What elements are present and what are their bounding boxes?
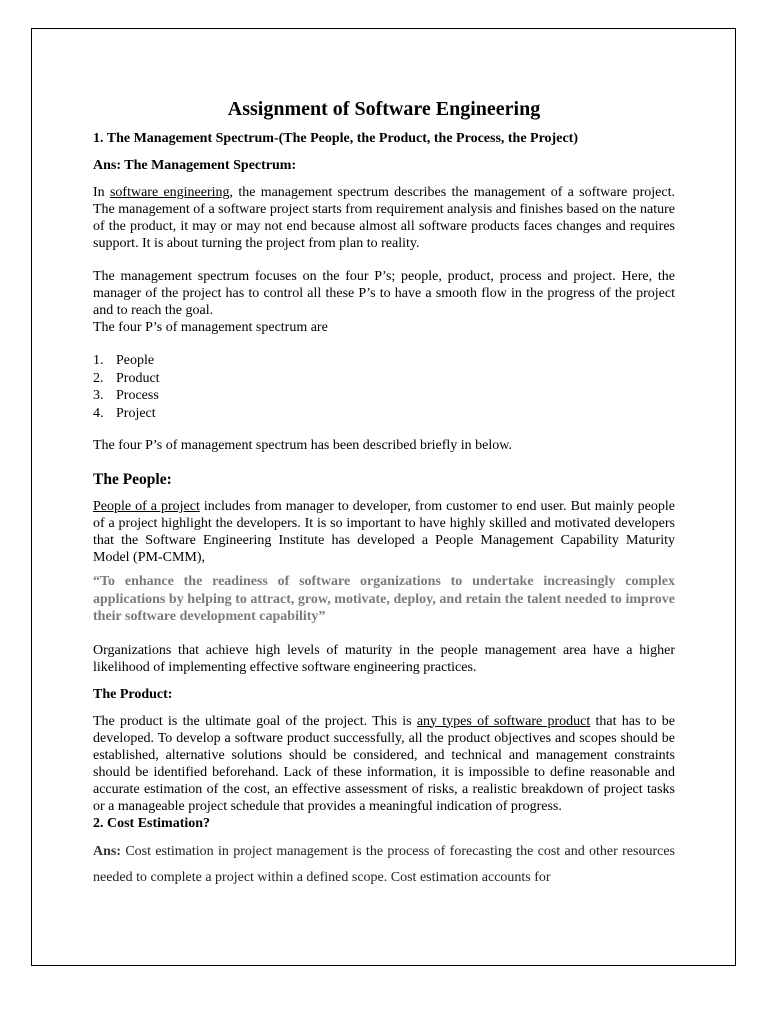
pm-cmm-quote: “To enhance the readiness of software organizations to undertake increasingly complex applications by helping to attract, grow, motivate, deploy, and retain the talent needed to improve their software development capability” <box>93 574 675 624</box>
list-label: Product <box>116 370 160 386</box>
list-label: Project <box>116 405 156 421</box>
list-item <box>93 352 675 370</box>
intro-paragraph <box>93 184 675 252</box>
product-prefix: The product is the ultimate goal of the project. This is <box>93 713 417 729</box>
software-product-link[interactable]: any types of software product <box>416 713 591 729</box>
product-paragraph <box>93 713 675 815</box>
software-engineering-link[interactable]: software engineering <box>109 185 230 200</box>
people-of-project-link[interactable]: People of a project <box>93 499 200 514</box>
cost-estimation-text: Cost estimation in project management is the process of forecasting the cost and other resources needed to complete a project within a defined scope. Cost estimation accounts for <box>93 843 675 885</box>
people-heading: The People: <box>93 471 172 488</box>
cost-estimation-paragraph <box>93 839 675 891</box>
focus-paragraph: The management spectrum focuses on the four P’s; people, product, process and project. Here, the manager of the project has to control all these P’s to have a smooth flow in the progress of the project and to reach the goal. <box>93 269 675 318</box>
people-followup-paragraph: Organizations that achieve high levels of maturity in the people management area have a higher likelihood of implementing effective software engineering practices. <box>93 642 675 675</box>
question-2-heading: 2. Cost Estimation? <box>93 815 211 831</box>
intro-prefix: In <box>93 185 110 200</box>
list-number: 4. <box>93 405 104 421</box>
list-item <box>93 405 675 423</box>
four-ps-intro: The four P’s of management spectrum are <box>93 320 328 335</box>
answer-1-heading: Ans: The Management Spectrum: <box>93 158 297 173</box>
answer-2-label: Ans: <box>93 843 122 859</box>
list-label: Process <box>116 388 159 403</box>
list-number: 1. <box>93 353 104 368</box>
document-body <box>93 96 675 891</box>
four-ps-list <box>93 352 675 422</box>
list-item <box>93 370 675 388</box>
brief-line: The four P’s of management spectrum has been described briefly in below. <box>93 438 512 453</box>
list-item <box>93 387 675 405</box>
intro-text: , the management spectrum describes the management of a software project. The management of a software project starts from requirement analysis and finishes based on the nature of the product, it may or may not end because almost all software products faces changes and requires support. It is about turning the project from plan to reality. <box>93 185 675 251</box>
list-label: People <box>116 353 155 368</box>
list-number: 3. <box>93 388 104 403</box>
question-1-heading: 1. The Management Spectrum-(The People, the Product, the Process, the Project) <box>93 131 578 146</box>
document-title: Assignment of Software Engineering <box>227 98 541 120</box>
list-number: 2. <box>93 370 104 386</box>
people-paragraph <box>93 498 675 566</box>
product-text: that has to be developed. To develop a software product successfully, all the product objectives and scopes should be established, alternative solutions should be considered, and technical and management constraints should be identified beforehand. Lack of these information, it is impossible to define reasonable and accurate estimation of the cost, an effective assessment of risks, a realistic breakdown of project tasks or a manageable project schedule that provides a meaningful indication of progress. <box>93 713 675 814</box>
product-heading: The Product: <box>93 686 173 702</box>
people-text: includes from manager to developer, from customer to end user. But mainly people of a project highlight the developers. It is so important to have highly skilled and motivated developers that the Software Engineering Institute has developed a People Management Capability Maturity Model (PM-CMM), <box>93 499 675 565</box>
